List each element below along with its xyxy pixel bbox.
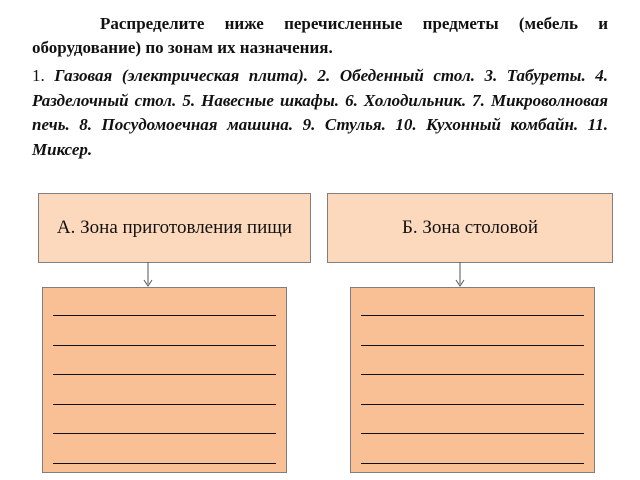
answer-blank-line[interactable] — [53, 463, 276, 464]
list-number: 1. — [32, 66, 45, 85]
answer-box-dining[interactable] — [350, 287, 595, 473]
answer-blank-line[interactable] — [361, 374, 584, 375]
arrow-down-icon — [143, 262, 153, 288]
answer-blank-line[interactable] — [53, 433, 276, 434]
answer-blank-line[interactable] — [361, 463, 584, 464]
answer-blank-line[interactable] — [53, 345, 276, 346]
items-list — [32, 64, 608, 162]
zone-cooking-label: А. Зона приготовления пищи — [56, 217, 293, 238]
answer-blank-line[interactable] — [361, 433, 584, 434]
answer-blank-line[interactable] — [361, 404, 584, 405]
answer-blank-line[interactable] — [53, 404, 276, 405]
arrow-down-icon — [455, 262, 465, 288]
zone-dining-header — [327, 193, 613, 263]
answer-blank-line[interactable] — [361, 315, 584, 316]
answer-blank-line[interactable] — [361, 345, 584, 346]
answer-blank-line[interactable] — [53, 315, 276, 316]
answer-blank-line[interactable] — [53, 374, 276, 375]
items-text: Газовая (электрическая плита). 2. Обеденный стол. 3. Табуреты. 4. Разделочный стол. 5. Навесные шкафы. 6. Холодильник. 7. Микроволновая печь. 8. Посудомоечная машина. 9. Стулья. 10. Кухонный комбайн. 11. Миксер. — [32, 66, 609, 159]
zone-cooking-header — [38, 193, 311, 263]
task-instruction: Распределите ниже перечисленные предметы (мебель и оборудование) по зонам их назначения. — [32, 14, 608, 57]
zone-dining-label: Б. Зона столовой — [401, 217, 538, 238]
answer-box-cooking[interactable] — [42, 287, 287, 473]
